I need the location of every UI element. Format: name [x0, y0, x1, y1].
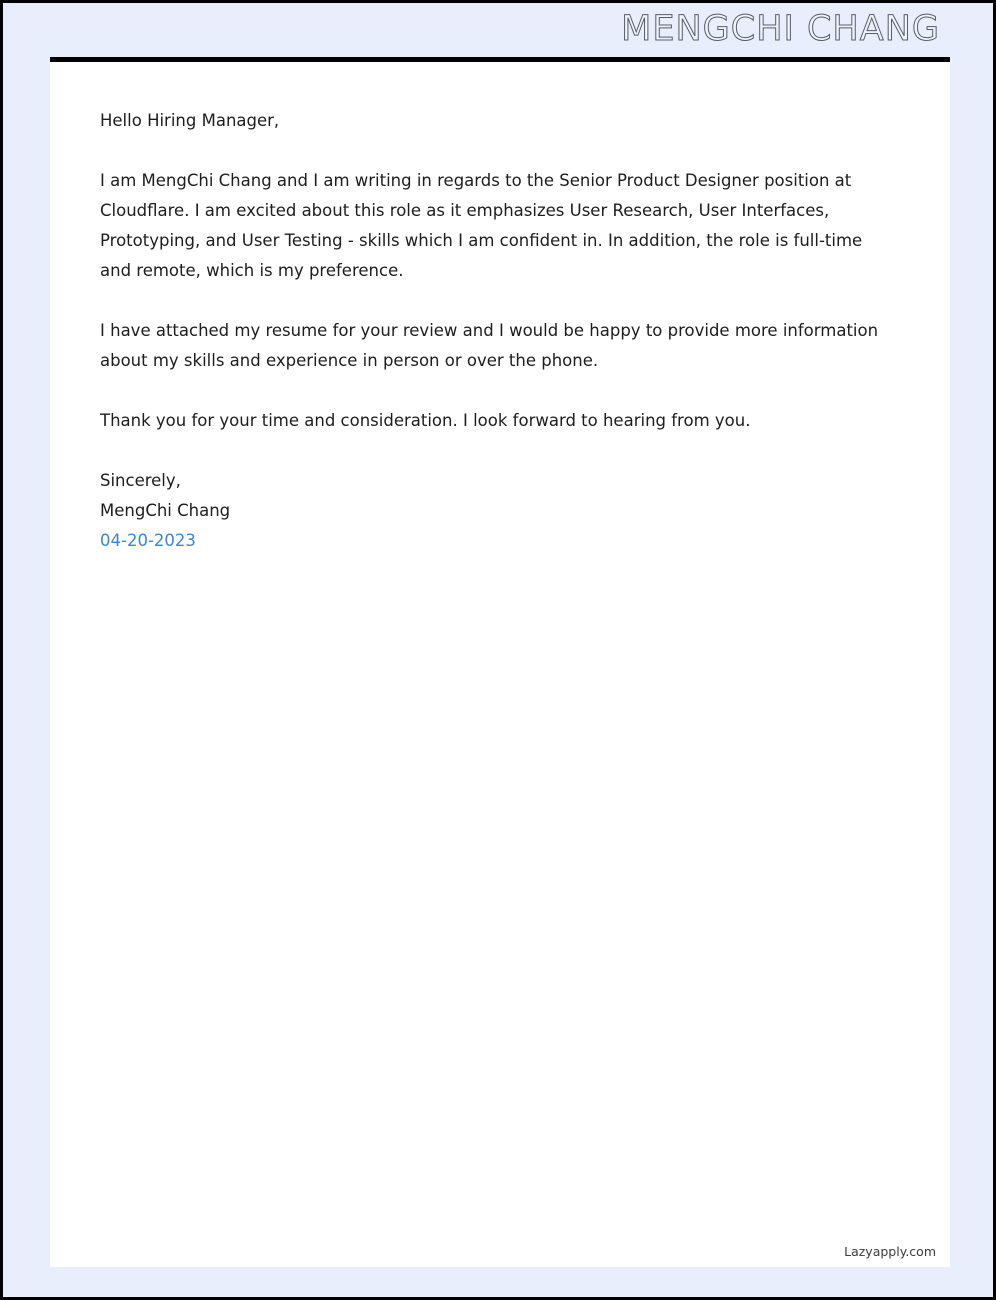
letter-date: 04-20-2023: [100, 531, 196, 550]
letter-paragraph-3: Thank you for your time and consideration. I look forward to hearing from you.: [100, 411, 751, 430]
letter-signature-name: MengChi Chang: [100, 501, 231, 520]
page-title: MENGCHI CHANG: [621, 9, 940, 49]
letter-paragraph-2: I have attached my resume for your review and I would be happy to provide more information about my skills and experience in person or over the phone.: [100, 321, 879, 370]
footer-brand: Lazyapply.com: [844, 1244, 936, 1259]
letter-paragraph-1: I am MengChi Chang and I am writing in regards to the Senior Product Designer position at Cloudflare. I am excited about this role as it emphasizes User Research, User Interfaces, Prototyping, and User Testing - skills which I am confident in. In addition, the role is full-time and remote, which is my preference.: [100, 171, 863, 280]
cover-letter-body: [50, 62, 950, 556]
document-header: [6, 6, 990, 52]
letter-closing: Sincerely,: [100, 471, 181, 490]
cover-letter-sheet: [50, 57, 950, 1267]
letter-greeting: Hello Hiring Manager,: [100, 111, 280, 130]
